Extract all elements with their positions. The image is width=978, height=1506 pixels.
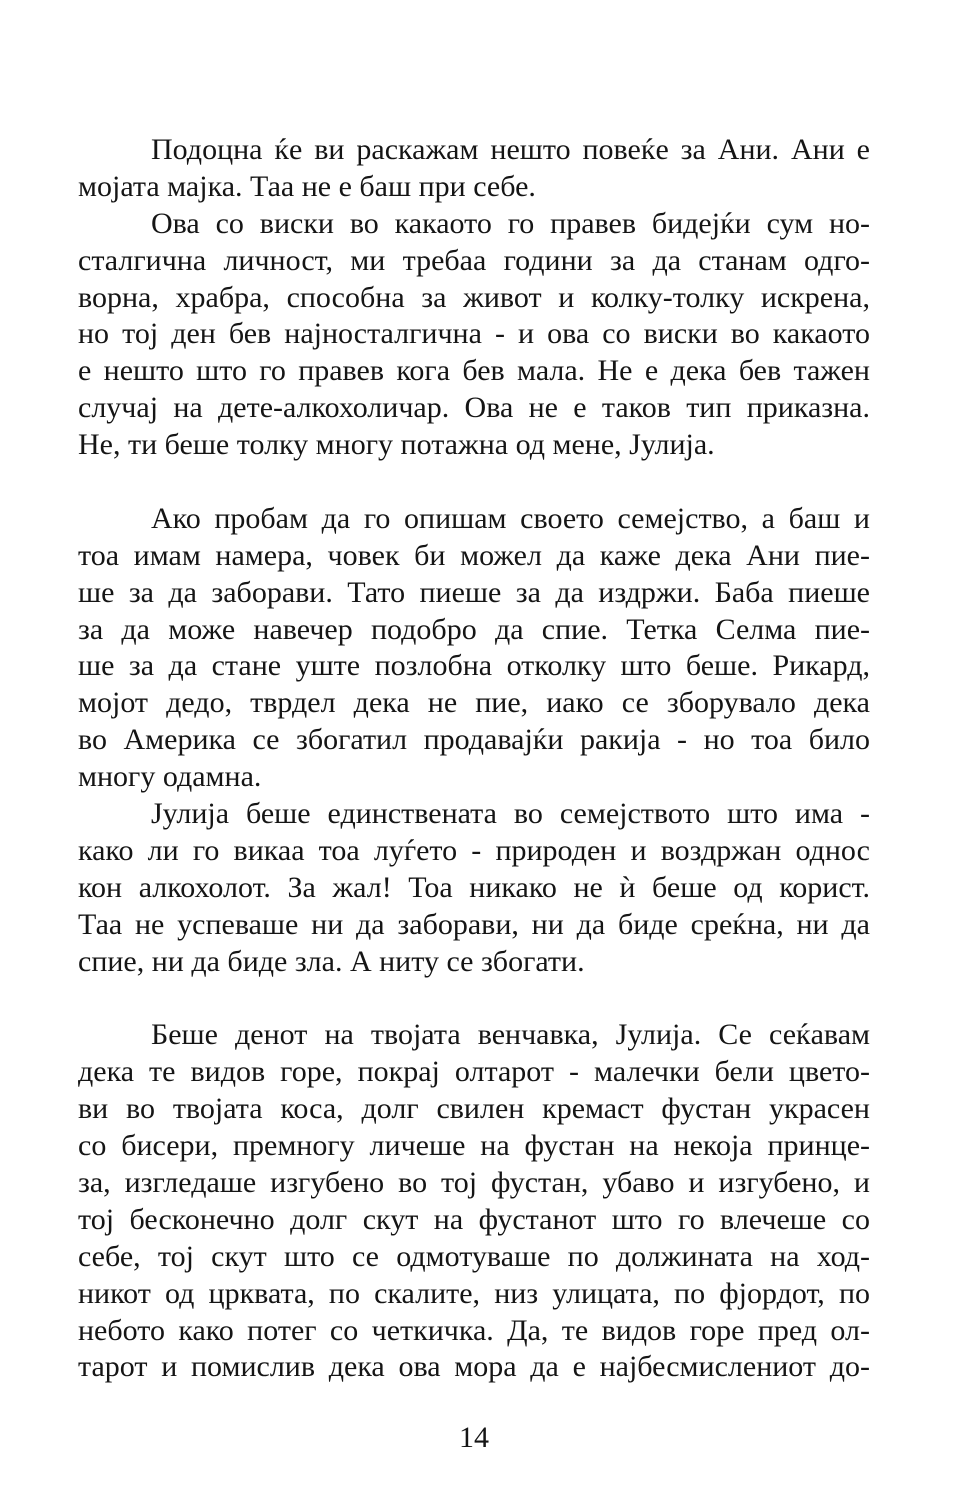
text-line: дека те видов горе, покрај олтарот - малечки бели цвето- [78,1055,870,1089]
text-line: мојот дедо, тврдел дека не пие, иако се зборувало дека [78,686,870,720]
text-line: за да може навечер подобро да спие. Тетка Селма пие- [78,612,870,646]
text-line: ше за да стане уште позлобна отколку што беше. Рикард, [78,649,870,683]
text-line: тоа имам намера, човек би можел да каже дека Ани пие- [78,538,870,572]
text-line: многу одамна. [78,760,262,794]
text-line: спие, ни да биде зла. А ниту се збогати. [78,944,585,978]
text-line: мојата мајка. Таа не е баш при себе. [78,169,536,203]
text-line: но тој ден бев најносталгична - и ова со виски во какаото [78,317,870,351]
text-line: ви во твојата коса, долг свилен кремаст фустан украсен [78,1092,870,1126]
text-line: е нешто што го правев кога бев мала. Не е дека бев тажен [78,354,870,388]
text-line: тарот и помислив дека ова мора да е најбесмислениот до- [78,1350,870,1384]
text-line: Таа не успеваше ни да заборави, ни да биде среќна, ни да [78,907,870,941]
text-line: Подоцна ќе ви раскажам нешто повеќе за Ани. Ани е [151,133,870,166]
text-line: како ли го викаа тоа луѓето - природен и воздржан однос [78,833,870,867]
text-line: Не, ти беше толку многу потажна од мене, Јулија. [78,428,715,462]
text-line: Беше денот на твојата венчавка, Јулија. Се сеќавам [151,1018,870,1052]
text-line: за, изгледаше изгубено во тој фустан, убаво и изгубено, и [78,1165,870,1199]
text-line: себе, тој скут што се одмотуваше по должината на ход- [78,1239,870,1273]
text-line: сталгична личност, ми требаа години за да станам одго- [78,243,870,277]
text-line: Ако пробам да го опишам своето семејство, а баш и [151,501,870,535]
text-line: никот од црквата, по скалите, низ улицата, по фјордот, по [78,1276,870,1310]
text-line: ше за да заборави. Тато пиеше за да издржи. Баба пиеше [78,575,870,609]
text-line: Јулија беше единствената во семејството што има - [151,797,870,831]
text-block [78,132,870,1386]
text-line: Ова со виски во какаото го правев бидејќи сум но- [151,206,870,240]
blank-line [78,464,870,501]
text-line: небото како потег со четкичка. Да, те видов горе пред ол- [78,1313,870,1347]
text-line: тој бесконечно долг скут на фустанот што го влечеше со [78,1202,870,1236]
text-line: со бисери, премногу личеше на фустан на некоја принце- [78,1129,870,1163]
page-number: 14 [459,1421,489,1454]
text-line: кон алкохолот. За жал! Тоа никако не ѝ беше од корист. [78,870,870,904]
text-line: случај на дете-алкохоличар. Ова не е таков тип приказна. [78,391,870,425]
blank-line [78,980,870,1017]
text-line: ворна, храбра, способна за живот и колку-толку искрена, [78,280,870,314]
text-line: во Америка се збогатил продавајќи ракија - но тоа било [78,723,870,757]
